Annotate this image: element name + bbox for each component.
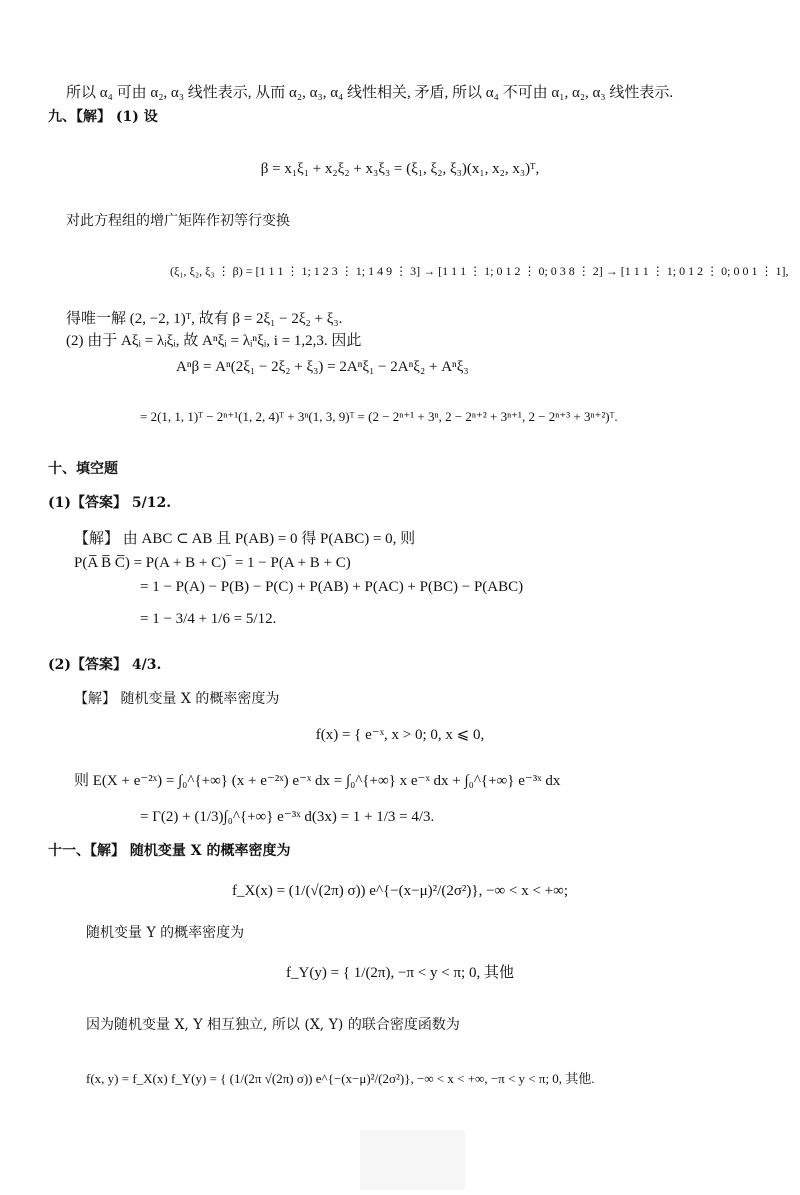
section-10-heading: 十、填空题 xyxy=(48,461,118,477)
text-line-row-reduction: 对此方程组的增广矩阵作初等行变换 xyxy=(66,213,290,229)
formula-An-beta-result: = 2(1, 1, 1)ᵀ − 2ⁿ⁺¹(1, 2, 4)ᵀ + 3ⁿ(1, 3, 9)ᵀ = (2 − 2ⁿ⁺¹ + 3ⁿ, 2 − 2ⁿ⁺² + 3ⁿ⁺¹, 2 − 2ⁿ⁺³ + 3ⁿ⁺²)ᵀ. xyxy=(140,409,618,424)
formula-joint-density: f(x, y) = f_X(x) f_Y(y) = { (1/(2π √(2π) σ)) e^{−(x−μ)²/(2σ²)}, −∞ < x < +∞, −π < y < π; 0, 其他. xyxy=(86,1071,595,1086)
formula-An-beta: Aⁿβ = Aⁿ(2ξ₁ − 2ξ₂ + ξ₃) = 2Aⁿξ₁ − 2Aⁿξ₂ + Aⁿξ₃ xyxy=(176,359,469,375)
section-11-heading: 十一、【解】 随机变量 X 的概率密度为 xyxy=(48,843,291,859)
formula-augmented-matrix: (ξ₁, ξ₂, ξ₃ ⋮ β) = [1 1 1 ⋮ 1; 1 2 3 ⋮ 1; 1 4 9 ⋮ 3] → [1 1 1 ⋮ 1; 0 1 2 ⋮ 0; 0 3 8 ⋮ 2] → [1 1 1 ⋮ 1; 0 1 2 ⋮ 0; 0 0 1 ⋮ 1], xyxy=(170,264,789,278)
formula-gamma-result: = Γ(2) + (1/3)∫₀^{+∞} e⁻³ˣ d(3x) = 1 + 1/3 = 4/3. xyxy=(140,809,435,825)
formula-complement-probability: P(A̅ B̅ C̅) = P(A + B + C)‾ = 1 − P(A + B + C) xyxy=(74,555,351,571)
text-line-alpha4-conclusion: 所以 α₄ 可由 α₂, α₃ 线性表示, 从而 α₂, α₃, α₄ 线性相关, 矛盾, 所以 α₄ 不可由 α₁, α₂, α₃ 线性表示. xyxy=(66,85,674,101)
formula-density-Y: f_Y(y) = { 1/(2π), −π < y < π; 0, 其他 xyxy=(286,965,514,981)
formula-density-X: f_X(x) = (1/(√(2π) σ)) e^{−(x−μ)²/(2σ²)}, −∞ < x < +∞; xyxy=(232,883,568,899)
text-line-joint-density: 因为随机变量 X, Y 相互独立, 所以 (X, Y) 的联合密度函数为 xyxy=(86,1017,460,1033)
solution-2-intro: 【解】 随机变量 X 的概率密度为 xyxy=(74,691,280,707)
formula-beta-expansion: β = x₁ξ₁ + x₂ξ₂ + x₃ξ₃ = (ξ₁, ξ₂, ξ₃)(x₁, x₂, x₃)ᵀ, xyxy=(260,161,540,177)
text-line-unique-solution: 得唯一解 (2, −2, 1)ᵀ, 故有 β = 2ξ₁ − 2ξ₂ + ξ₃. xyxy=(66,311,343,327)
solution-1-intro: 【解】 由 ABC ⊂ AB 且 P(AB) = 0 得 P(ABC) = 0, 则 xyxy=(74,531,416,547)
formula-answer-5-12: = 1 − 3/4 + 1/6 = 5/12. xyxy=(140,611,277,627)
answer-1-label: (1)【答案】 5/12. xyxy=(48,495,172,511)
text-line-density-Y: 随机变量 Y 的概率密度为 xyxy=(86,925,245,941)
formula-inclusion-exclusion: = 1 − P(A) − P(B) − P(C) + P(AB) + P(AC) + P(BC) − P(ABC) xyxy=(140,579,524,595)
text-line-eigen-relation: (2) 由于 Aξᵢ = λᵢξᵢ, 故 Aⁿξᵢ = λᵢⁿξᵢ, i = 1,2,3. 因此 xyxy=(66,333,362,349)
scan-artifact xyxy=(360,1130,465,1190)
formula-expectation: 则 E(X + e⁻²ˣ) = ∫₀^{+∞} (x + e⁻²ˣ) e⁻ˣ dx = ∫₀^{+∞} x e⁻ˣ dx + ∫₀^{+∞} e⁻³ˣ dx xyxy=(74,773,561,789)
answer-2-label: (2)【答案】 4/3. xyxy=(48,657,162,673)
formula-density-fx: f(x) = { e⁻ˣ, x > 0; 0, x ⩽ 0, xyxy=(315,727,485,743)
section-9-heading: 九、【解】 (1) 设 xyxy=(48,109,158,125)
